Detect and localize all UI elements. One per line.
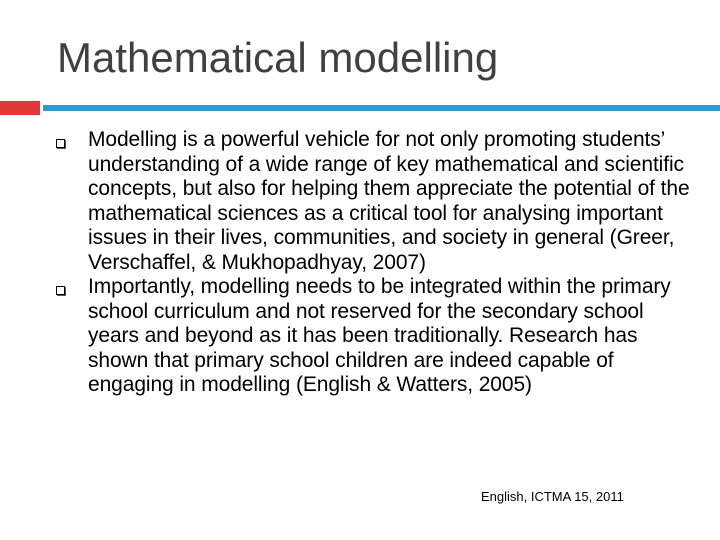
citation: English, ICTMA 15, 2011 (481, 489, 624, 504)
hollow-square-bullet-icon (56, 286, 65, 295)
bullet-item (53, 275, 693, 398)
bullet-text: Modelling is a powerful vehicle for not only promoting students’ understanding of a wide range of key mathematical and scientific concepts, but also for helping them appreciate the potential of the mathematical sciences as a critical tool for analysing important issues in their lives, communities, and society in general (Greer, Verschaffel, & Mukhopadhyay, 2007) (88, 128, 690, 274)
bullet-text: Importantly, modelling needs to be integrated within the primary school curriculum and not reserved for the secondary school years and beyond as it has been traditionally. Research has shown that primary school children are indeed capable of engaging in modelling (English & Watters, 2005) (88, 275, 671, 396)
title-accent-blue-rule (43, 105, 720, 111)
bullet-list (53, 128, 693, 398)
slide-title: Mathematical modelling (57, 34, 499, 81)
hollow-square-bullet-icon (56, 139, 65, 148)
title-accent-red-bar (0, 101, 40, 115)
bullet-item (53, 128, 693, 275)
